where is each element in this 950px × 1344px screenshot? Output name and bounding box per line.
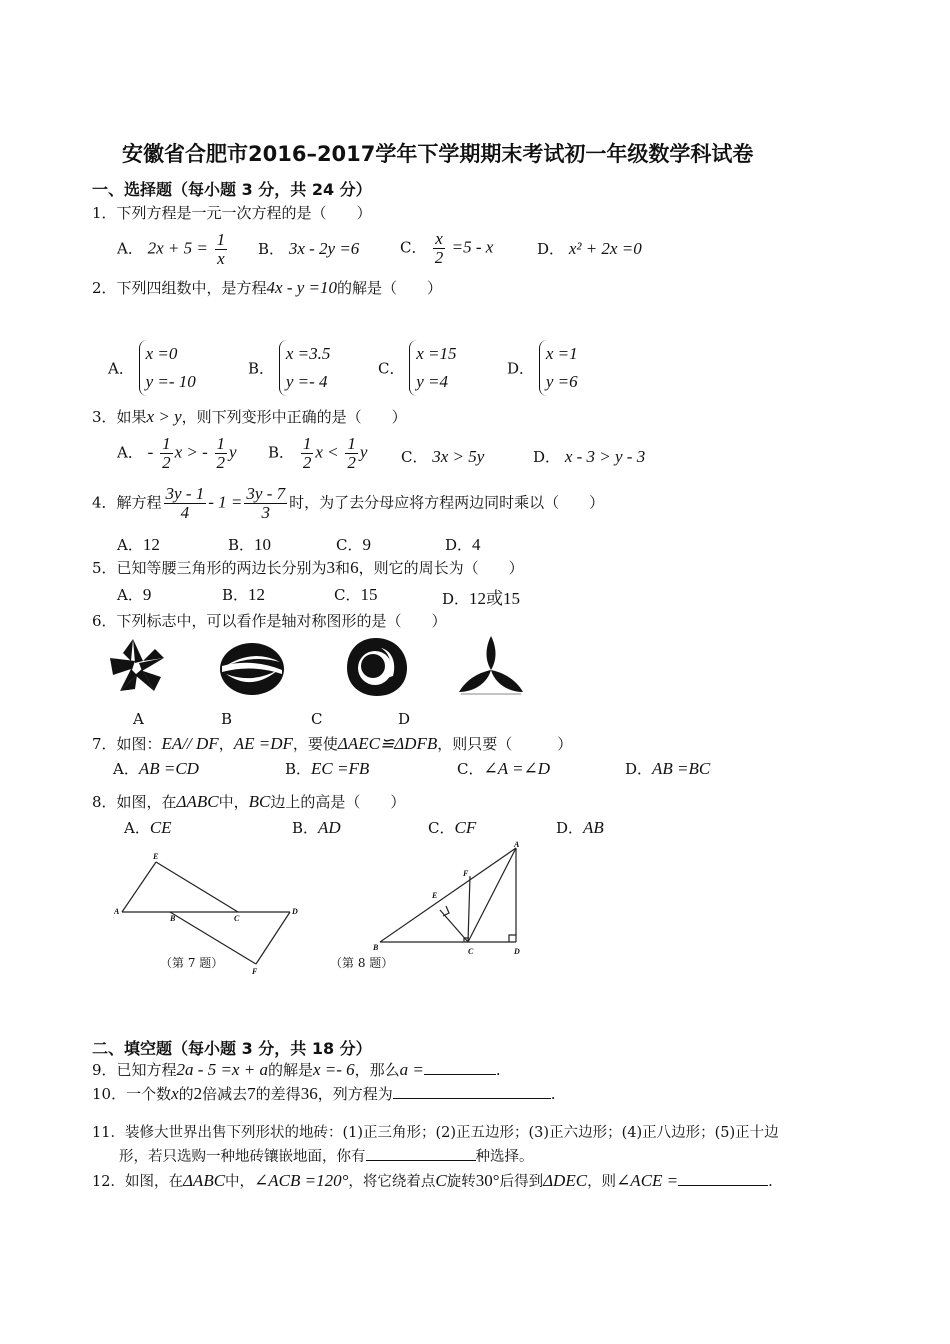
half-fraction	[345, 435, 358, 472]
eq-line: x =3.5	[285, 344, 331, 363]
triangle: ΔABC	[176, 792, 219, 811]
option-a-value: AB =CD	[138, 759, 199, 778]
option-b-label: B．	[222, 586, 249, 604]
option-d-label: D．	[533, 448, 561, 466]
option-b-label: B．	[248, 359, 275, 378]
option-a-value: 12	[142, 535, 160, 554]
stem-text: 的	[178, 1085, 194, 1103]
option-c-value: 9	[362, 535, 371, 554]
stem-text: .	[768, 1174, 773, 1190]
stem-text: ，则只要（ ）	[437, 735, 573, 753]
option-c-label: C．	[336, 536, 363, 554]
question-2-option-a	[108, 340, 196, 396]
option-c-label: C．	[400, 238, 427, 257]
number: 36	[300, 1084, 318, 1103]
answer-blank[interactable]	[424, 1060, 496, 1075]
option-a-label: A．	[117, 586, 143, 604]
option-c-value: ∠A =∠D	[483, 759, 551, 778]
variable: a =	[399, 1060, 424, 1079]
option-a-label: A．	[117, 239, 143, 258]
condition: AE =DF	[233, 734, 293, 753]
stem-text: 8．如图，在	[92, 793, 177, 811]
question-7-option-c	[457, 758, 550, 779]
stem-text: 时，为了去分母应将方程两边同时乘以（ ）	[289, 493, 605, 512]
half-fraction	[160, 435, 173, 472]
question-5-stem	[92, 557, 524, 578]
point-b-label: B	[170, 914, 176, 923]
section-heading-fill: 二、填空题（每小题 3 分，共 18 分）	[92, 1039, 372, 1058]
degree: 30°	[475, 1171, 500, 1190]
answer-blank[interactable]	[678, 1171, 768, 1186]
frac-den: 2	[347, 453, 356, 472]
stem-text: 后得到	[499, 1174, 544, 1190]
stem-text: 7．如图：	[92, 735, 162, 753]
eq-line: x =0	[145, 344, 178, 363]
stem-text: ，将它绕着点	[348, 1174, 436, 1190]
frac-num: 3y - 1	[165, 484, 205, 503]
point-f-label: F	[252, 967, 258, 976]
point-f-label: F	[463, 869, 469, 878]
option-b-value: 12	[248, 585, 266, 604]
triangle: ΔABC	[182, 1171, 226, 1190]
logo-label-d: D	[398, 710, 411, 728]
option-d-label: D．	[537, 240, 565, 258]
frac-num: 1	[216, 230, 226, 249]
question-2-option-b	[248, 340, 330, 396]
logo-label-c: C	[311, 710, 323, 728]
stem-text: 10．一个数	[92, 1085, 172, 1103]
stem-text: 5．已知等腰三角形的两边长分别为	[92, 559, 327, 577]
stem-text: 3．如果	[92, 408, 147, 426]
option-a-label: A．	[117, 536, 143, 554]
option-b-value: EC =FB	[311, 759, 370, 778]
system-of-equations	[279, 340, 331, 396]
frac-den: 2	[302, 453, 312, 472]
question-7-option-a	[113, 758, 199, 779]
option-b-value: 10	[254, 535, 272, 554]
side: BC	[248, 792, 271, 811]
question-8-stem	[92, 791, 405, 812]
question-1-option-d	[537, 238, 642, 259]
triangle: ΔDEC	[543, 1171, 588, 1190]
point-d-label: D	[292, 907, 298, 916]
logo-c-spiral-icon	[343, 636, 409, 698]
eq-line: y =- 4	[285, 372, 328, 391]
point-e-label: E	[153, 852, 159, 861]
point-a-label: A	[114, 907, 120, 916]
answer-blank[interactable]	[393, 1084, 551, 1099]
option-c-value: CF	[454, 818, 477, 837]
option-c-value: 15	[360, 585, 378, 604]
option-a-value: 9	[142, 585, 152, 604]
stem-text: 2．下列四组数中，是方程	[92, 279, 267, 297]
minus-sign: -	[147, 442, 154, 462]
option-c-fraction	[433, 230, 445, 267]
option-a-expr: 2x + 5 =	[147, 238, 208, 258]
question-3-option-c	[401, 446, 484, 467]
stem-text: 中，	[218, 793, 249, 811]
question-4-option-b	[228, 534, 271, 555]
option-d-label: D．	[507, 359, 535, 378]
eq-line: y =6	[545, 372, 578, 391]
option-d-expr: x² + 2x =0	[568, 239, 642, 258]
side-b: 6	[350, 558, 359, 577]
condition: x > y	[146, 407, 182, 426]
system-of-equations	[409, 340, 456, 396]
frac-den: 2	[434, 248, 444, 267]
question-8-option-a	[124, 817, 172, 838]
stem-text: ，则它的周长为（ ）	[358, 559, 524, 577]
question-11-line-2	[119, 1145, 534, 1166]
option-b-value: AD	[318, 818, 341, 837]
point-c-label: C	[234, 914, 240, 923]
frac-den: 2	[162, 453, 171, 472]
system-of-equations	[539, 340, 578, 396]
point-c-label: C	[468, 947, 474, 956]
question-6-stem: 6．下列标志中，可以看作是轴对称图形的是（ ）	[92, 612, 447, 630]
question-1-stem: 1．下列方程是一元一次方程的是（ ）	[92, 204, 372, 222]
option-b-expr: 3x - 2y =6	[288, 239, 360, 258]
stem-text: 的解是	[267, 1061, 313, 1079]
stem-text: 的解是（ ）	[337, 279, 443, 297]
question-11-line-1: 11．装修大世界出售下列形状的地砖：(1)正三角形；(2)正五边形；(3)正六边形；(4)正八边形；(5)正十边	[92, 1125, 779, 1141]
system-of-equations	[139, 340, 196, 396]
logo-a-star-swirl-icon	[105, 636, 170, 698]
stem-text: 4．解方程	[92, 493, 162, 512]
option-c-label: C．	[401, 448, 428, 466]
option-b-label: B．	[258, 240, 285, 258]
frac-num: 1	[162, 434, 171, 453]
fraction	[244, 485, 287, 522]
side-a: 3	[326, 558, 336, 577]
question-8-option-c	[428, 817, 476, 838]
point-a-label: A	[514, 840, 520, 849]
question-7-stem	[92, 733, 572, 754]
question-10	[92, 1083, 555, 1104]
question-4-option-c	[336, 534, 371, 555]
question-2-stem	[92, 277, 442, 298]
logo-label-b: B	[221, 710, 233, 728]
figure-8-caption: （第 8 题）	[330, 956, 394, 970]
point-b-label: B	[373, 943, 379, 952]
stem-text: .	[495, 1061, 501, 1079]
question-8-option-d	[556, 817, 604, 838]
stem-text: ，则下列变形中正确的是（ ）	[181, 408, 407, 426]
angle: ∠ACB =120°	[254, 1171, 349, 1190]
solution: x =- 6	[312, 1060, 355, 1079]
option-b-label: B．	[285, 760, 312, 778]
eq-line: y =- 10	[145, 372, 196, 391]
option-c-label: C．	[334, 586, 361, 604]
logo-d-propeller-icon	[455, 634, 527, 698]
section-heading-choice: 一、选择题（每小题 3 分，共 24 分）	[92, 180, 372, 199]
stem-text: ，要使	[292, 735, 338, 753]
expr-part: - 1 =	[208, 492, 243, 512]
question-3-stem	[92, 406, 407, 427]
option-a-label: A．	[124, 819, 150, 837]
expr-part: x <	[315, 442, 339, 462]
stem-text: 形，若只选购一种地砖镶嵌地面，你有	[119, 1149, 366, 1165]
figure-7-caption: （第 7 题）	[160, 956, 224, 970]
eq-line: x =1	[545, 344, 578, 363]
question-1-option-b	[258, 238, 359, 259]
question-9	[92, 1059, 501, 1080]
frac-den: x	[217, 249, 225, 268]
stem-text: 12．如图，在	[92, 1174, 183, 1190]
question-5-option-b	[222, 584, 265, 605]
question-3-option-a	[117, 435, 237, 472]
point-e-label: E	[432, 891, 438, 900]
frac-den: 4	[180, 503, 190, 522]
question-4-options	[117, 534, 160, 555]
frac-num: 1	[216, 434, 226, 453]
question-1-option-c	[400, 230, 493, 267]
stem-text: 倍减去	[202, 1085, 248, 1103]
option-c-label: C．	[457, 760, 484, 778]
option-d-value: 4	[472, 535, 481, 554]
figure-8-diagram	[368, 838, 533, 964]
question-1-options	[117, 231, 229, 268]
expr-part: y	[229, 442, 237, 462]
option-b-label: B．	[292, 819, 319, 837]
half-fraction	[215, 435, 228, 472]
stem-text: 中，	[225, 1174, 255, 1190]
eq-line: x =15	[416, 344, 457, 363]
number: 2	[193, 1084, 203, 1103]
question-5-option-c	[334, 584, 377, 605]
option-a-value: CE	[149, 818, 172, 837]
logo-b-ellipse-icon	[218, 640, 286, 698]
option-b-label: B．	[228, 536, 255, 554]
frac-num: 1	[302, 434, 312, 453]
angle: ∠ACE =	[616, 1171, 679, 1190]
eq-line: y =4	[416, 372, 449, 391]
question-3-option-b	[268, 435, 367, 472]
question-4-option-d	[445, 534, 481, 555]
condition: EA// DF	[161, 734, 219, 753]
option-a-label: A．	[108, 359, 134, 378]
equation: 4x - y =10	[266, 278, 338, 297]
condition: ΔAEC≌ΔDFB	[337, 734, 438, 753]
option-a-label: A．	[113, 760, 139, 778]
option-a-label: A．	[117, 443, 143, 462]
number: 7	[247, 1084, 256, 1103]
question-3-option-d	[533, 446, 645, 467]
question-7-option-b	[285, 758, 369, 779]
option-d-value: AB	[583, 818, 604, 837]
option-d-label: D．	[556, 819, 584, 837]
option-b-label: B．	[268, 443, 295, 462]
question-5-option-d	[442, 584, 520, 609]
option-d-label: D．	[445, 536, 473, 554]
option-d-label: D．	[625, 760, 653, 778]
expr-part: y	[359, 442, 368, 462]
frac-num: 3y - 7	[246, 484, 286, 503]
option-d-value: 12或15	[469, 589, 521, 608]
page-title: 安徽省合肥市2016–2017学年下学期期末考试初一年级数学科试卷	[122, 142, 754, 166]
question-4-stem	[92, 485, 604, 522]
stem-text: ，	[218, 735, 234, 753]
question-2-option-d	[507, 340, 578, 396]
question-7-option-d	[625, 758, 710, 779]
stem-text: 的差得	[255, 1085, 301, 1103]
stem-text: ，则	[587, 1174, 617, 1190]
answer-blank[interactable]	[366, 1146, 476, 1161]
stem-text: ，那么	[354, 1061, 400, 1079]
variable: x	[171, 1084, 179, 1103]
option-c-expr: =5 - x	[451, 237, 494, 257]
option-d-expr: x - 3 > y - 3	[564, 447, 646, 466]
frac-den: 2	[216, 453, 226, 472]
question-2-option-c	[378, 340, 457, 396]
stem-text: 旋转	[446, 1174, 476, 1190]
stem-text: 种选择。	[475, 1149, 534, 1165]
question-8-option-b	[292, 817, 341, 838]
frac-num: x	[435, 229, 443, 248]
point: C	[435, 1171, 447, 1190]
question-5-option-a	[117, 584, 151, 605]
option-a-fraction	[215, 231, 228, 268]
logo-label-a: A	[133, 710, 144, 728]
stem-text: 9．已知方程	[92, 1061, 177, 1079]
option-c-label: C．	[428, 819, 455, 837]
option-c-label: C．	[378, 359, 405, 378]
fraction	[164, 485, 207, 522]
stem-text: 和	[335, 559, 351, 577]
option-c-expr: 3x > 5y	[432, 447, 485, 466]
frac-num: 1	[347, 434, 356, 453]
expr-part: x > -	[174, 442, 208, 462]
point-d-label: D	[514, 947, 520, 956]
option-d-label: D．	[442, 590, 470, 608]
frac-den: 3	[261, 503, 271, 522]
equation: 2a - 5 =x + a	[176, 1060, 268, 1079]
stem-text: 边上的高是（ ）	[270, 793, 406, 811]
stem-text: .	[550, 1085, 556, 1103]
stem-text: ，列方程为	[317, 1085, 393, 1103]
option-d-value: AB =BC	[652, 759, 711, 778]
half-fraction	[301, 435, 314, 472]
question-12	[92, 1170, 773, 1191]
